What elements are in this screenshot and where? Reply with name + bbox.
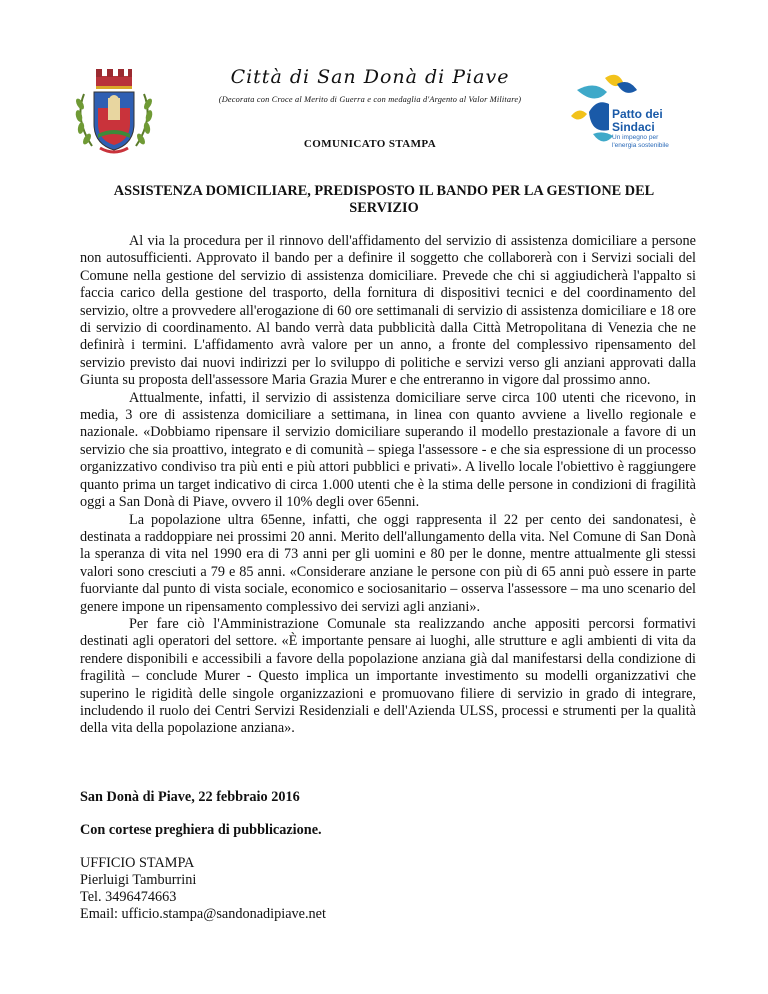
date-line xyxy=(80,789,300,806)
date-line-text: San Donà di Piave, 22 febbraio 2016 xyxy=(80,789,300,805)
article-paragraph: Attualmente, infatti, il servizio di assistenza domiciliare serve circa 100 utenti che ricevono, in media, 3 ore di assistenza domiciliare a settimana, in linea con quanto avviene a livello regionale e nazionale. «Dobbiamo ripensare il servizio domiciliare superando il modello prestazionale a favore di un servizio che sia proattivo, integrato e di comunità – spiega l'assessore - e che sia espressione di un processo organizzativo condiviso tra più enti e più attori pubblici e privati». A livello locale l'obiettivo è raggiungere quanto prima un target indicativo di circa 1.000 utenti che è la stima delle persone in condizioni di fragilità oggi a San Donà di Piave, ovvero il 10% degli over 65enni. xyxy=(80,389,696,511)
press-release-label: COMUNICATO STAMPA xyxy=(303,138,437,150)
patto-logo-text xyxy=(612,108,669,149)
patto-line1: Patto dei xyxy=(612,107,663,121)
contact-email[interactable]: Email: ufficio.stampa@sandonadipiave.net xyxy=(80,906,326,922)
patto-line4: l'energia sostenibile xyxy=(612,141,669,149)
article-headline: ASSISTENZA DOMICILIARE, PREDISPOSTO IL BANDO PER LA GESTIONE DEL SERVIZIO xyxy=(113,183,655,216)
article-body xyxy=(80,233,696,738)
city-subtitle: (Decorata con Croce al Merito di Guerra e con medaglia d'Argento al Valor Militare) xyxy=(218,95,522,104)
press-office: UFFICIO STAMPA xyxy=(80,855,195,871)
patto-line2: Sindaci xyxy=(612,120,655,134)
patto-line3: Un impegno per xyxy=(612,134,659,141)
city-crest-icon xyxy=(70,64,158,156)
publication-request-text: Con cortese preghiera di pubblicazione. xyxy=(80,822,322,838)
publication-request xyxy=(80,822,322,839)
article-paragraph: Per fare ciò l'Amministrazione Comunale sta realizzando anche appositi percorsi formativi destinati agli operatori del settore. «È importante pensare ai luoghi, alle strutture e agli ambienti di vita da rendere disponibili e accessibili a favore della popolazione anziana già dal manifestarsi della condizione di fragilità – conclude Murer - Questo implica un importante investimento su modelli organizzativi che superino le rigidità delle singole organizzazioni e promuovano filiere di servizio in grado di integrare, includendo il ruolo dei Centri Servizi Residenziali e dell'Azienda ULSS, processi e strumenti per la qualità della vita della popolazione anziana». xyxy=(80,615,696,737)
city-title: Città di San Donà di Piave xyxy=(230,66,510,88)
contact-tel: Tel. 3496474663 xyxy=(80,889,177,905)
contact-name: Pierluigi Tamburrini xyxy=(80,872,197,888)
article-paragraph: La popolazione ultra 65enne, infatti, che oggi rappresenta il 22 per cento dei sandonatesi, è destinata a raddoppiare nei prossimi 20 anni. Merito dell'allungamento della vita. Nel Comune di San Donà la speranza di vita nel 1990 era di 73 anni per gli uomini e 80 per le donne, mentre attualmente gli stessi valori sono cresciuti a 79 e 85 anni. «Considerare anziane le persone con più di 65 anni può essere in parte fuorviante dal punto di vista sociale, economico e sociosanitario – osserva l'assessore – ma uno scenario del genere impone un ripensamento complessivo dei servizi agli anziani». xyxy=(80,511,696,615)
article-paragraph: Al via la procedura per il rinnovo dell'affidamento del servizio di assistenza domiciliare a persone non autosufficienti. Approvato il bando per a definire il soggetto che collaborerà con i Servizi sociali del Comune nella gestione del servizio di assistenza domiciliare. Prevede che chi si aggiudicherà l'appalto si faccia carico della gestione del trasporto, della fornitura di dispositivi tecnici e del coordinamento del servizio, oltre a provvedere all'erogazione di 60 ore settimanali di servizio di assistenza domiciliare e 18 ore di servizio di coordinamento. Al bando verrà data pubblicità dalla Città Metropolitana di Venezia che ne definirà i termini. L'affidamento avrà valore per un anno, a fronte del complessivo ripensamento del servizio previsto dai nuovi indirizzi per lo sviluppo di politiche e servizi verso gli anziani approvati dalla Giunta su proposta dell'assessore Maria Grazia Murer e che entreranno in vigore dal prossimo anno. xyxy=(80,233,696,389)
